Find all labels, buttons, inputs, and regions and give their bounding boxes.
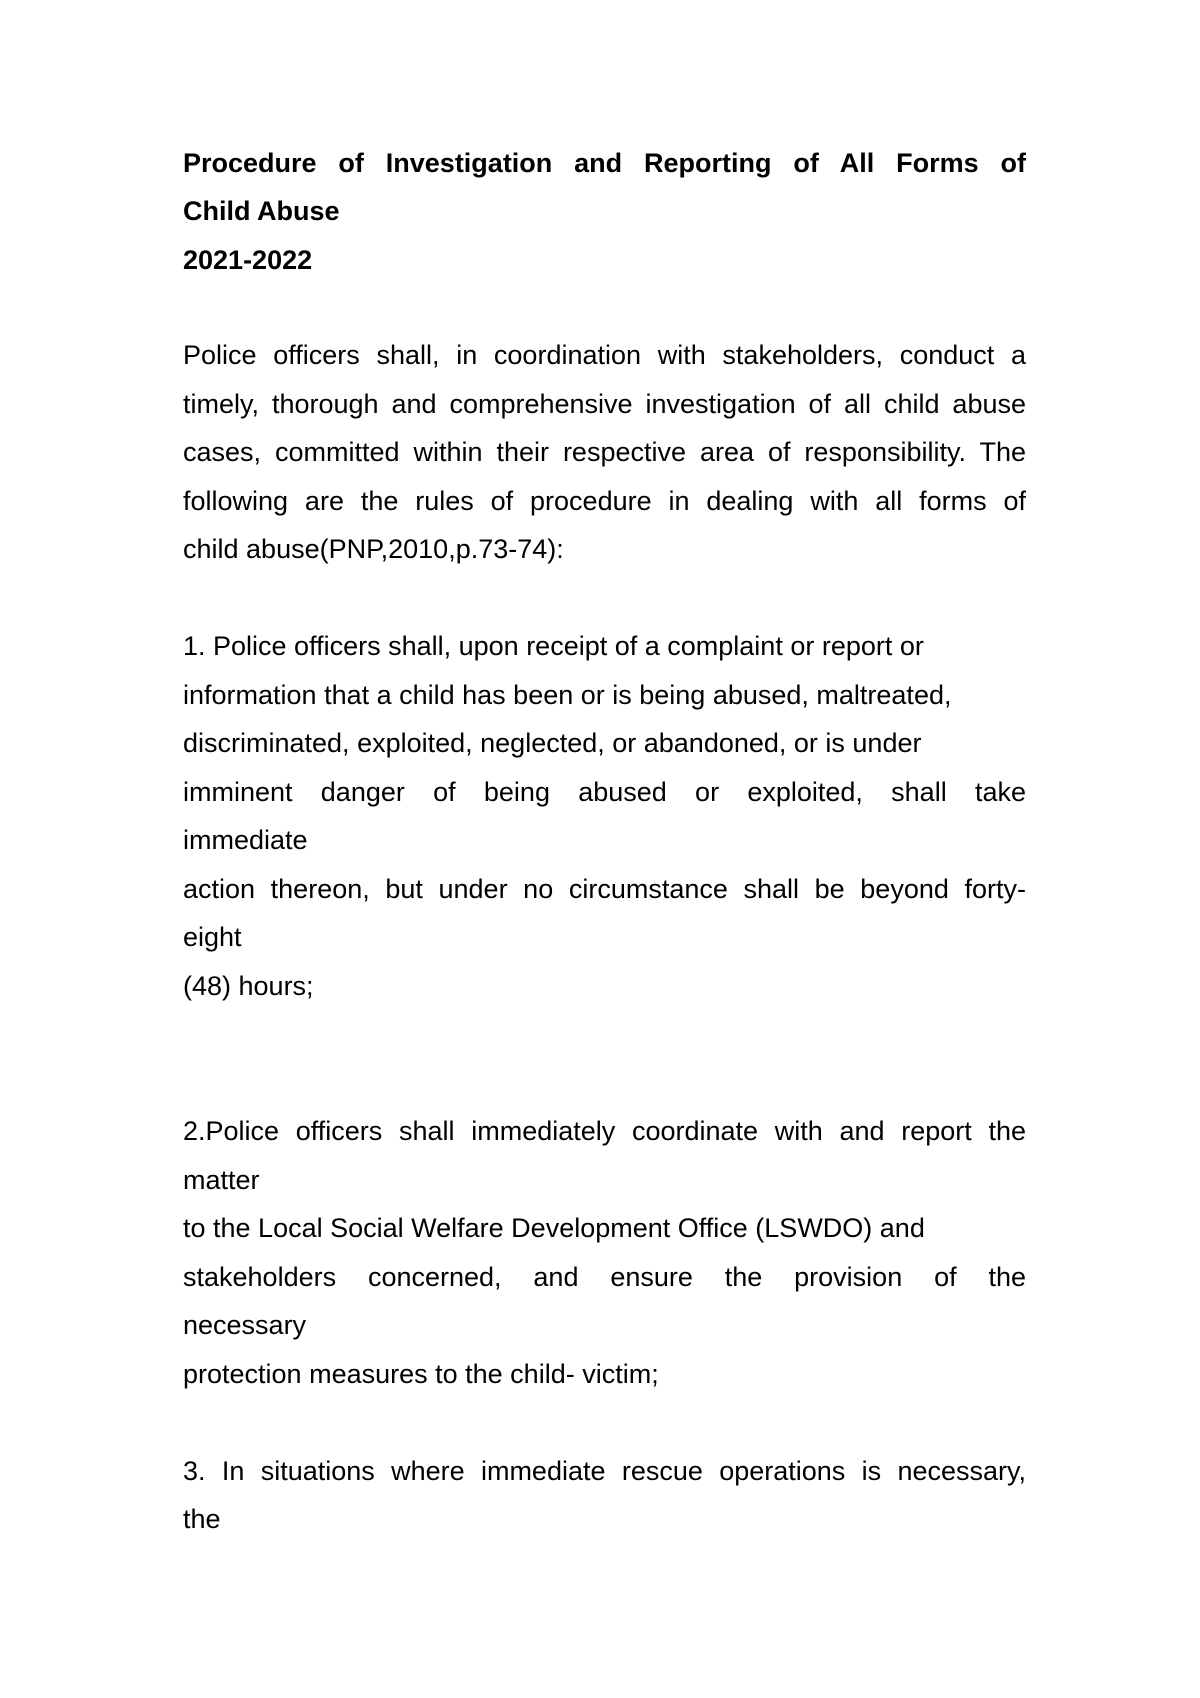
intro-line: following are the rules of procedure in dealing with all forms of [183, 486, 1026, 516]
item-2-line: necessary [183, 1310, 307, 1340]
item-2-line: matter [183, 1165, 260, 1195]
item-1-line: 1. Police officers shall, upon receipt of a complaint or report or [183, 631, 924, 661]
intro-line: child abuse(PNP,2010,p.73-74): [183, 534, 564, 564]
item-1-line: action thereon, but under no circumstance shall be beyond forty- [183, 874, 1026, 904]
document-title-line-2: Child Abuse [183, 196, 340, 226]
item-1-line: eight [183, 922, 242, 952]
item-1-line: discriminated, exploited, neglected, or abandoned, or is under [183, 728, 922, 758]
item-1-line: (48) hours; [183, 971, 314, 1001]
item-2-line: 2.Police officers shall immediately coordinate with and report the [183, 1116, 1026, 1146]
intro-line: cases, committed within their respective area of responsibility. The [183, 437, 1026, 467]
item-2-line: protection measures to the child- victim; [183, 1359, 659, 1389]
item-1-line: immediate [183, 825, 308, 855]
item-1-line: information that a child has been or is being abused, maltreated, [183, 680, 952, 710]
intro-line: timely, thorough and comprehensive investigation of all child abuse [183, 389, 1026, 419]
document-year: 2021-2022 [183, 245, 313, 275]
intro-line: Police officers shall, in coordination with stakeholders, conduct a [183, 340, 1026, 370]
item-2-line: stakeholders concerned, and ensure the provision of the [183, 1262, 1026, 1292]
document-title-line-1: Procedure of Investigation and Reporting of All Forms of [183, 148, 1026, 178]
item-1-line: imminent danger of being abused or exploited, shall take [183, 777, 1026, 807]
item-2-line: to the Local Social Welfare Development Office (LSWDO) and [183, 1213, 925, 1243]
item-3-line: 3. In situations where immediate rescue operations is necessary, [183, 1456, 1026, 1486]
item-3-line: the [183, 1504, 221, 1534]
